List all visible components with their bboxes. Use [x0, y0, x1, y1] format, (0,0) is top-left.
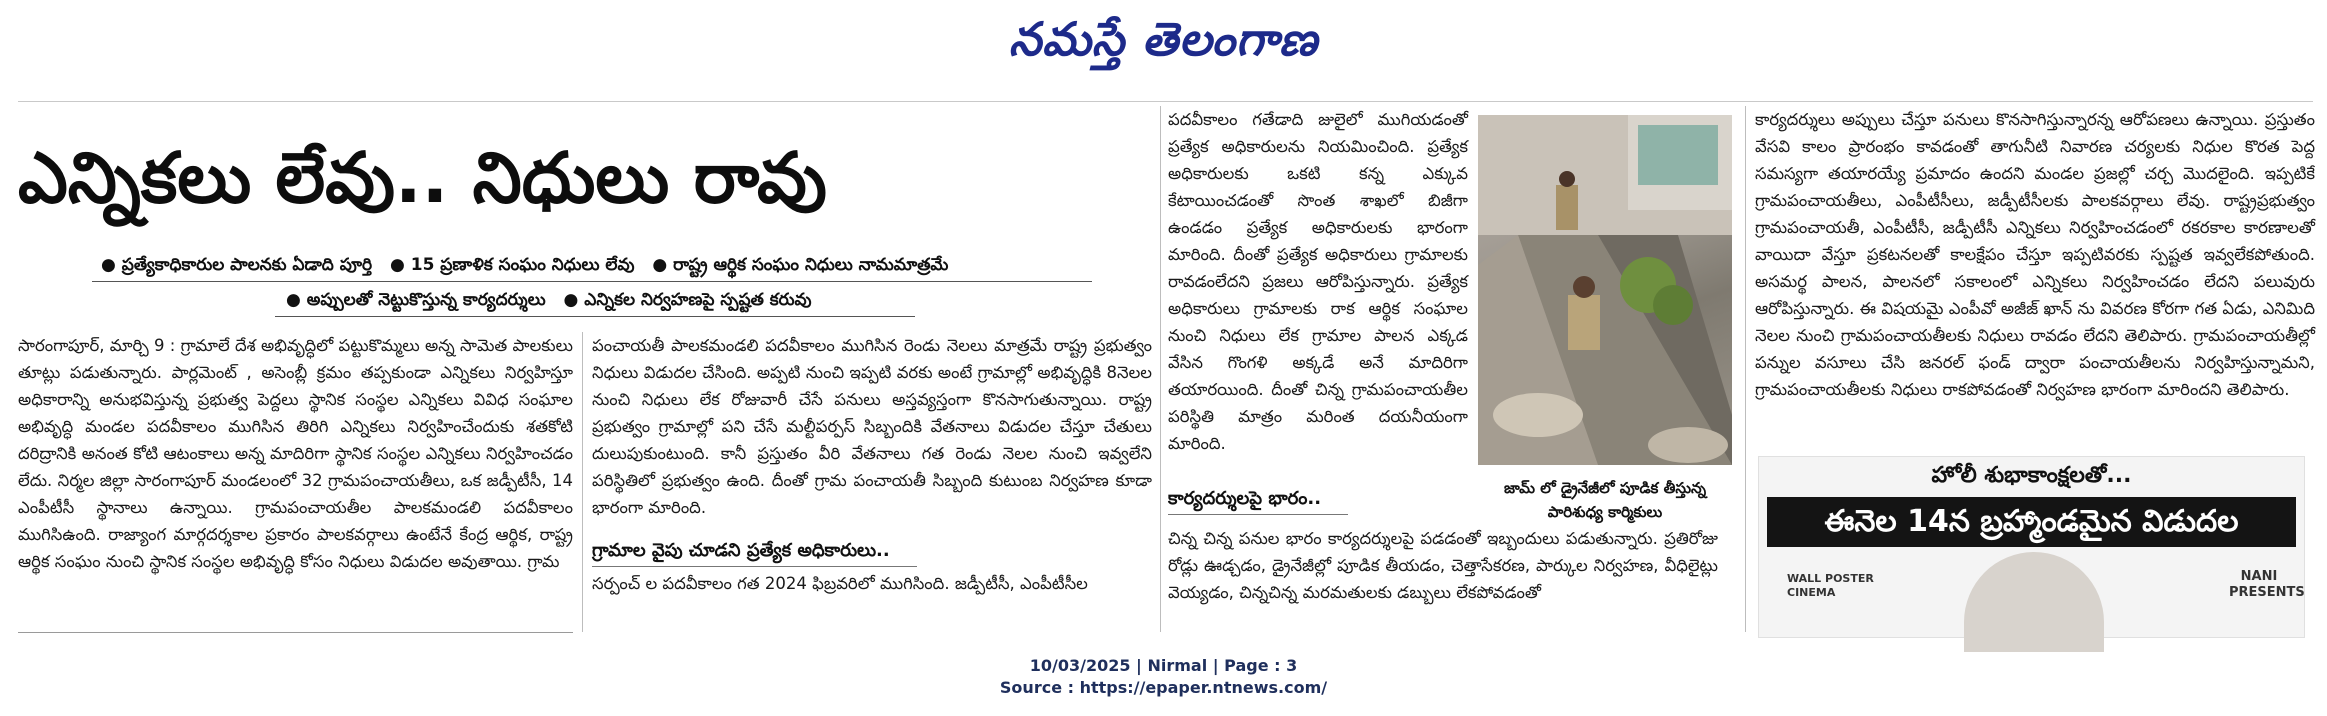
ad-presenter-label: NANI PRESENTS	[2229, 569, 2305, 600]
body-text: చిన్న చిన్న పనుల భారం కార్యదర్శులపై పడడంతో ఇబ్బందులు పడుతున్నారు. ప్రతిరోజు రోడ్లు ఊడ్చడం, డ్రైనేజీల్లో పూడిక తీయడం, చెత్తాసేకరణ, పార్కుల నిర్వహణ, వీధిలైట్లు వెయ్యడం, చిన్నచిన్న మరమతులకు డబ్బులు లేకపోవడంతో	[1168, 529, 1718, 602]
ad-studio-label: WALL POSTER CINEMA	[1787, 572, 1874, 599]
subhead-rule	[92, 281, 1092, 282]
article-column-2	[592, 332, 1152, 517]
article-headline: ఎన్నికలు లేవు.. నిధులు రావు	[18, 137, 827, 219]
section-subhead: కార్యదర్శులపై భారం..	[1168, 488, 1322, 509]
article-column-4	[1755, 106, 2315, 446]
subhead-bullet: ● ఎన్నికల నిర్వహణపై స్పష్టత కరువు	[563, 290, 812, 310]
subheads-row-1	[95, 255, 954, 279]
page-footer	[0, 655, 2327, 699]
body-text: సర్పంచ్ ల పదవీకాలం గత 2024 ఫిబ్రవరిలో ముగిసింది. జడ్పీటీసీ, ఎంపీటీసీల	[592, 574, 1088, 593]
subheads-row-2	[280, 290, 818, 314]
body-text: సారంగాపూర్, మార్చి 9 : గ్రామాలే దేశ అభివృద్ధిలో పట్టుకొమ్మలు అన్న సామెత పాలకులు తూట్లు పడుతున్నారు. పార్లమెంట్ , అసెంబ్లీ క్రమం తప్పకుండా ఎన్నికలు నిర్వహిస్తూ అధికారాన్ని అనుభవిస్తున్న ప్రభుత్వ పెద్దలు స్థానిక సంస్థల ఎన్నికలు వివిధ సంఘాల అభివృద్ధి మండల పదవీకాలం ముగిసిన తిరిగి ఎన్నికలు నిర్వహించేందుకు శతకోటి దరిద్రానికి అనంత కోటి ఆటంకాలు అన్న మాదిరిగా స్థానిక సంస్థల ఎన్నికలు నిర్వహించడం లేదు. నిర్మల జిల్లా సారంగాపూర్ మండలంలో 32 గ్రామపంచాయతీలు, ఒక జడ్పీటీసీ, 14 ఎంపీటీసీ స్థానాలు ఉన్నాయి. గ్రామపంచాయతీల పాలకమండలి పదవీకాలం ముగిసిఉంది. రాజ్యాంగ మార్గదర్శకాల ప్రకారం పాలకవర్గాలు ఉంటేనే కేంద్ర ఆర్థిక, రాష్ట్ర ఆర్థిక సంఘం నుంచి స్థానిక సంస్థల అభివృద్ధి కోసం నిధులు విడుదల అవుతాయి. గ్రామ	[18, 336, 574, 571]
edition-info: 10/03/2025 | Nirmal | Page : 3	[1029, 656, 1298, 675]
column-divider	[582, 332, 583, 632]
article-column-3-continued	[1168, 525, 1718, 625]
article-photo	[1478, 115, 1732, 465]
body-text: కార్యదర్శులు అప్పులు చేస్తూ పనులు కొనసాగిస్తున్నారన్న ఆరోపణలు ఉన్నాయి. ప్రస్తుతం వేసవి కాలం ప్రారంభం కావడంతో తాగునీటి నివారణ చర్యలకు నిధుల కొరత పెద్ద సమస్యగా తయారయ్యే ప్రమాదం ఉందని మండల ప్రజల్లో చర్చ మొదలైంది. ఇప్పటికే గ్రామపంచాయతీలు, ఎంపీటీసీలు, జడ్పీటీసీలకు పాలకవర్గాలు లేవు. రాష్ట్రప్రభుత్వం గ్రామపంచాయతీ, ఎంపీటీసీ, జడ్పీటీసీ ఎన్నికలు నిర్వహించడంలో రకరకాల కారణాలతో వాయిదా వేస్తూ ప్రకటనలతో కాలక్షేపం చేస్తూ ఇప్పటివరకు స్పష్టత ఇవ్వలేకపోతుంది. అసమర్థ పాలన, పాలనలో సకాలంలో ఎన్నికలు నిర్వహించడం లేదని పలువురు ఆరోపిస్తున్నారు. ఈ విషయమై ఎంపీవో అజీజ్ ఖాన్ ను వివరణ కోరగా గత ఏడు, ఎనిమిది నెలల నుంచి గ్రామపంచాయతీలకు నిధులు రావడం లేదని తెలిపారు. గ్రామపంచాయతీల్లో పన్నుల వసూలు చేసి జనరల్ ఫండ్ ద్వారా పంచాయతీలను నిర్వహిస్తున్నామని, గ్రామపంచాయతీలకు నిధులు రాకపోవడంతో నిర్వహణ భారంగా మారిందని తెలిపారు.	[1755, 110, 2315, 399]
source-link[interactable]: Source : https://epaper.ntnews.com/	[999, 678, 1328, 697]
article-column-2-continued	[592, 570, 1152, 630]
subhead-bullet: ● ప్రత్యేకాధికారుల పాలనకు ఏడాది పూర్తి	[101, 255, 373, 275]
subhead-rule	[275, 316, 915, 317]
subhead-bullet: ● రాష్ట్ర ఆర్థిక సంఘం నిధులు నామమాత్రమే	[652, 255, 949, 275]
section-subhead-rule	[592, 566, 917, 567]
body-text: పదవీకాలం గతేడాది జులైలో ముగియడంతో ప్రత్యేక అధికారులను నియమించింది. ప్రత్యేక అధికారులకు ఒకటి కన్న ఎక్కువ కేటాయించడంతో సొంత శాఖలో బిజీగా ఉండడం ప్రత్యేక అధికారులకు భారంగా మారింది. దీంతో ప్రత్యేక అధికారులు గ్రామాలకు రావడంలేదని ప్రజలు ఆరోపిస్తున్నారు. ప్రత్యేక అధికారులు గ్రామాలకు రాక ఆర్థిక సంఘాల నుంచి నిధులు లేక గ్రామాల పాలన ఎక్కడ వేసిన గొంగళి అక్కడే అనే మాదిరిగా తయారయింది. దీంతో చిన్న గ్రామపంచాయతీల పరిస్థితి మాత్రం మరింత దయనీయంగా మారింది.	[1168, 110, 1468, 453]
photo-caption: జామ్ లో డ్రైనేజీలో పూడిక తీస్తున్న పారిశుధ్య కార్మికులు	[1503, 479, 1707, 521]
masthead	[0, 8, 2327, 70]
section-subhead-rule	[1168, 514, 1348, 515]
masthead-rule	[18, 101, 2313, 102]
column-end-rule	[18, 632, 573, 633]
body-text: పంచాయతీ పాలకమండలి పదవీకాలం ముగిసిన రెండు నెలలు మాత్రమే రాష్ట్ర ప్రభుత్వం నిధులు విడుదల చేసింది. అప్పటి నుంచి ఇప్పటి వరకు అంటే గ్రామాల్లో అభివృద్ధికి 8నెలల నుంచి నిధులు లేక రోజువారీ చేసే పనులు అస్తవ్యస్తంగా కొనసాగుతున్నాయి. రాష్ట్ర ప్రభుత్వం గ్రామాల్లో పని చేసే మల్టీపర్పస్ సిబ్బందికి వేతనాలు విడుదల చేస్తూ చేతులు దులుపుకుంటుంది. కానీ ప్రస్తుతం వీరి వేతనాలు గత రెండు నెలల నుంచి ఇవ్వలేని పరిస్థితిలో ప్రభుత్వం ఉంది. దీంతో గ్రామ పంచాయతీ సిబ్బంది కుటుంబ నిర్వహణ కూడా భారంగా మారింది.	[592, 336, 1152, 517]
section-subhead: గ్రామాల వైపు చూడని ప్రత్యేక అధికారులు..	[592, 540, 890, 561]
subhead-bullet: ● అప్పులతో నెట్టుకొస్తున్న కార్యదర్శులు	[286, 290, 546, 310]
subhead-bullet: ● 15 ప్రణాళిక సంఘం నిధులు లేవు	[389, 255, 635, 275]
movie-advertisement	[1758, 456, 2305, 638]
photo-illustration	[1478, 115, 1732, 465]
column-divider	[1745, 106, 1746, 632]
article-column-1	[18, 332, 573, 632]
newspaper-logo: నమస్తే తెలంగాణ	[1008, 12, 1319, 66]
ad-greeting: హోలీ శుభాకాంక్షలతో...	[1931, 463, 2132, 488]
column-divider	[1160, 106, 1161, 632]
article-column-3	[1168, 106, 1468, 476]
ad-release-line: ఈనెల 14న బ్రహ్మాండమైన విడుదల	[1824, 504, 2239, 539]
ad-poster-figure	[1964, 552, 2104, 652]
